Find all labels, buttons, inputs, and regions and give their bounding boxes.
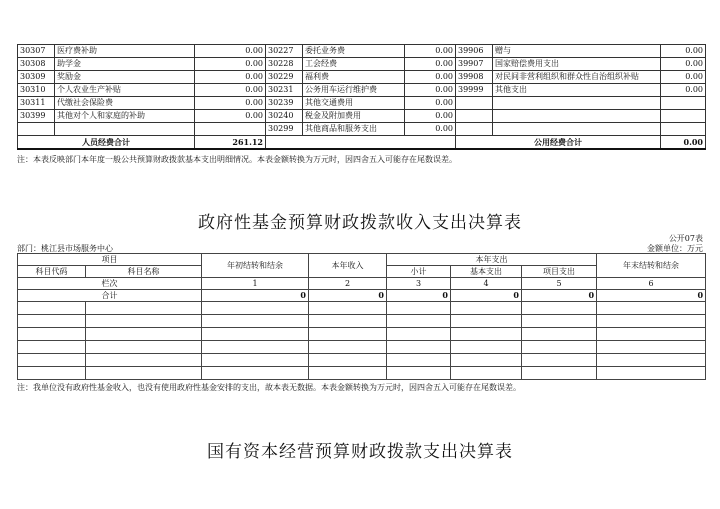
subject-code: 30309 xyxy=(18,71,55,84)
empty-cell xyxy=(522,354,597,367)
total-value: 0 xyxy=(202,290,309,302)
header-opening-balance: 年初结转和结余 xyxy=(202,254,309,278)
amount: 0.00 xyxy=(661,58,706,71)
amount-unit: 金额单位：万元 xyxy=(647,244,703,253)
subject-code: 30399 xyxy=(18,110,55,123)
header-project-expense: 项目支出 xyxy=(522,266,597,278)
subject-code: 30308 xyxy=(18,58,55,71)
empty-cell xyxy=(597,315,706,328)
fund-budget-title: 政府性基金预算财政拨款收入支出决算表 xyxy=(198,213,522,233)
empty-cell xyxy=(387,367,451,380)
subject-name: 对民间非营利组织和群众性自治组织补贴 xyxy=(493,71,661,84)
subject-code: 30239 xyxy=(266,97,303,110)
empty-cell xyxy=(309,354,387,367)
amount: 0.00 xyxy=(405,45,456,58)
subject-name xyxy=(493,123,661,136)
public-total-label: 公用经费合计 xyxy=(456,136,661,150)
empty-cell xyxy=(387,354,451,367)
amount xyxy=(661,123,706,136)
empty-cell xyxy=(18,302,86,315)
total-row xyxy=(18,290,706,302)
amount: 0.00 xyxy=(195,110,266,123)
subject-code: 30299 xyxy=(266,123,303,136)
column-index: 4 xyxy=(451,278,522,290)
empty-cell xyxy=(309,367,387,380)
subject-code: 30240 xyxy=(266,110,303,123)
subject-code: 30227 xyxy=(266,45,303,58)
subject-code: 30310 xyxy=(18,84,55,97)
column-index: 2 xyxy=(309,278,387,290)
column-index: 5 xyxy=(522,278,597,290)
header-subject-code: 科目代码 xyxy=(18,266,86,278)
empty-row xyxy=(18,354,706,367)
subject-name: 国家赔偿费用支出 xyxy=(493,58,661,71)
column-index: 1 xyxy=(202,278,309,290)
empty-cell xyxy=(522,341,597,354)
public-total-value: 0.00 xyxy=(661,136,706,150)
amount: 0.00 xyxy=(405,71,456,84)
subject-name: 个人农业生产补贴 xyxy=(55,84,195,97)
empty-cell xyxy=(597,328,706,341)
empty-cell xyxy=(597,354,706,367)
subject-name: 赠与 xyxy=(493,45,661,58)
header-subtotal: 小计 xyxy=(387,266,451,278)
table-row xyxy=(18,110,706,123)
table-row xyxy=(18,71,706,84)
subject-code xyxy=(18,123,55,136)
empty-cell xyxy=(202,315,309,328)
subject-name: 委托业务费 xyxy=(303,45,405,58)
amount: 0.00 xyxy=(195,58,266,71)
empty-cell xyxy=(86,354,202,367)
empty-cell xyxy=(387,328,451,341)
subject-name: 福利费 xyxy=(303,71,405,84)
amount: 0.00 xyxy=(195,45,266,58)
total-value: 0 xyxy=(597,290,706,302)
empty-cell xyxy=(86,315,202,328)
subject-code: 39908 xyxy=(456,71,493,84)
empty-cell xyxy=(451,341,522,354)
column-index: 6 xyxy=(597,278,706,290)
empty-cell xyxy=(597,302,706,315)
subject-code: 30228 xyxy=(266,58,303,71)
column-index: 3 xyxy=(387,278,451,290)
empty-cell xyxy=(387,341,451,354)
table-row xyxy=(18,97,706,110)
subject-name: 工会经费 xyxy=(303,58,405,71)
header-basic-expense: 基本支出 xyxy=(451,266,522,278)
amount: 0.00 xyxy=(405,97,456,110)
subject-code: 30229 xyxy=(266,71,303,84)
empty-cell xyxy=(451,315,522,328)
amount xyxy=(661,110,706,123)
header-income: 本年收入 xyxy=(309,254,387,278)
amount: 0.00 xyxy=(195,84,266,97)
empty-cell xyxy=(522,367,597,380)
header-closing-balance: 年末结转和结余 xyxy=(597,254,706,278)
amount: 0.00 xyxy=(195,97,266,110)
header-project: 项目 xyxy=(18,254,202,266)
subject-name xyxy=(493,97,661,110)
table-row xyxy=(18,123,706,136)
empty-row xyxy=(18,315,706,328)
table-row xyxy=(18,84,706,97)
empty-cell xyxy=(202,341,309,354)
empty-cell xyxy=(202,328,309,341)
empty-cell xyxy=(309,302,387,315)
empty-cell xyxy=(387,302,451,315)
empty-row xyxy=(18,367,706,380)
subject-name: 奖励金 xyxy=(55,71,195,84)
subject-name: 代缴社会保险费 xyxy=(55,97,195,110)
empty-cell xyxy=(18,328,86,341)
empty-cell xyxy=(597,341,706,354)
personnel-total-value: 261.12 xyxy=(195,136,266,150)
subject-code: 30231 xyxy=(266,84,303,97)
amount: 0.00 xyxy=(661,84,706,97)
header-subject-name: 科目名称 xyxy=(86,266,202,278)
department-label: 部门：桃江县市场服务中心 xyxy=(17,244,113,253)
personnel-total-label: 人员经费合计 xyxy=(18,136,195,150)
subject-code: 39906 xyxy=(456,45,493,58)
amount: 0.00 xyxy=(405,84,456,97)
empty-cell xyxy=(18,354,86,367)
empty-cell xyxy=(522,328,597,341)
empty-cell xyxy=(451,354,522,367)
table-row xyxy=(18,58,706,71)
amount: 0.00 xyxy=(661,71,706,84)
subject-code: 39999 xyxy=(456,84,493,97)
amount xyxy=(661,97,706,110)
subject-name: 其他支出 xyxy=(493,84,661,97)
empty-row xyxy=(18,328,706,341)
amount: 0.00 xyxy=(195,71,266,84)
empty-cell xyxy=(86,328,202,341)
basic-expenditure-detail-table xyxy=(17,44,706,150)
empty-row xyxy=(18,302,706,315)
column-index-label: 栏次 xyxy=(18,278,202,290)
empty-cell xyxy=(522,315,597,328)
table-row xyxy=(18,45,706,58)
empty-cell xyxy=(451,367,522,380)
empty-cell xyxy=(309,341,387,354)
empty-cell xyxy=(18,315,86,328)
amount: 0.00 xyxy=(405,110,456,123)
empty-cell xyxy=(451,302,522,315)
empty-cell xyxy=(309,328,387,341)
empty-cell xyxy=(18,341,86,354)
subject-name: 医疗费补助 xyxy=(55,45,195,58)
empty-cell xyxy=(202,367,309,380)
empty-cell xyxy=(202,302,309,315)
subject-name: 助学金 xyxy=(55,58,195,71)
empty-row xyxy=(18,341,706,354)
subject-code: 30311 xyxy=(18,97,55,110)
empty-cell xyxy=(18,367,86,380)
total-value: 0 xyxy=(387,290,451,302)
subject-name xyxy=(55,123,195,136)
total-value: 0 xyxy=(522,290,597,302)
empty-cell xyxy=(451,328,522,341)
subject-code xyxy=(456,110,493,123)
empty-cell xyxy=(86,341,202,354)
subject-name: 公务用车运行维护费 xyxy=(303,84,405,97)
subject-name xyxy=(493,110,661,123)
fund-table-note: 注：我单位没有政府性基金收入，也没有使用政府性基金安排的支出，故本表无数据。本表金额转换为万元时，因四舍五入可能存在尾数误差。 xyxy=(17,383,521,392)
amount: 0.00 xyxy=(661,45,706,58)
empty-cell xyxy=(309,315,387,328)
empty-cell xyxy=(202,354,309,367)
subject-name: 其他交通费用 xyxy=(303,97,405,110)
empty-cell xyxy=(86,367,202,380)
amount: 0.00 xyxy=(405,123,456,136)
subject-code: 39907 xyxy=(456,58,493,71)
empty-cell xyxy=(387,315,451,328)
empty-cell xyxy=(522,302,597,315)
total-value: 0 xyxy=(309,290,387,302)
subject-code xyxy=(456,97,493,110)
total-label: 合计 xyxy=(18,290,202,302)
state-capital-title: 国有资本经营预算财政拨款支出决算表 xyxy=(207,442,513,462)
fund-budget-table xyxy=(17,253,706,380)
total-value: 0 xyxy=(451,290,522,302)
table-note: 注：本表反映部门本年度一般公共预算财政拨款基本支出明细情况。本表金额转换为万元时，因四舍五入可能存在尾数误差。 xyxy=(17,155,457,164)
form-number: 公开07表 xyxy=(668,234,703,243)
header-expense: 本年支出 xyxy=(387,254,597,266)
subject-code xyxy=(456,123,493,136)
amount xyxy=(195,123,266,136)
amount: 0.00 xyxy=(405,58,456,71)
subject-name: 税金及附加费用 xyxy=(303,110,405,123)
subject-name: 其他对个人和家庭的补助 xyxy=(55,110,195,123)
empty-cell xyxy=(86,302,202,315)
subject-name: 其他商品和服务支出 xyxy=(303,123,405,136)
empty-cell xyxy=(597,367,706,380)
total-row xyxy=(18,136,706,150)
subject-code: 30307 xyxy=(18,45,55,58)
